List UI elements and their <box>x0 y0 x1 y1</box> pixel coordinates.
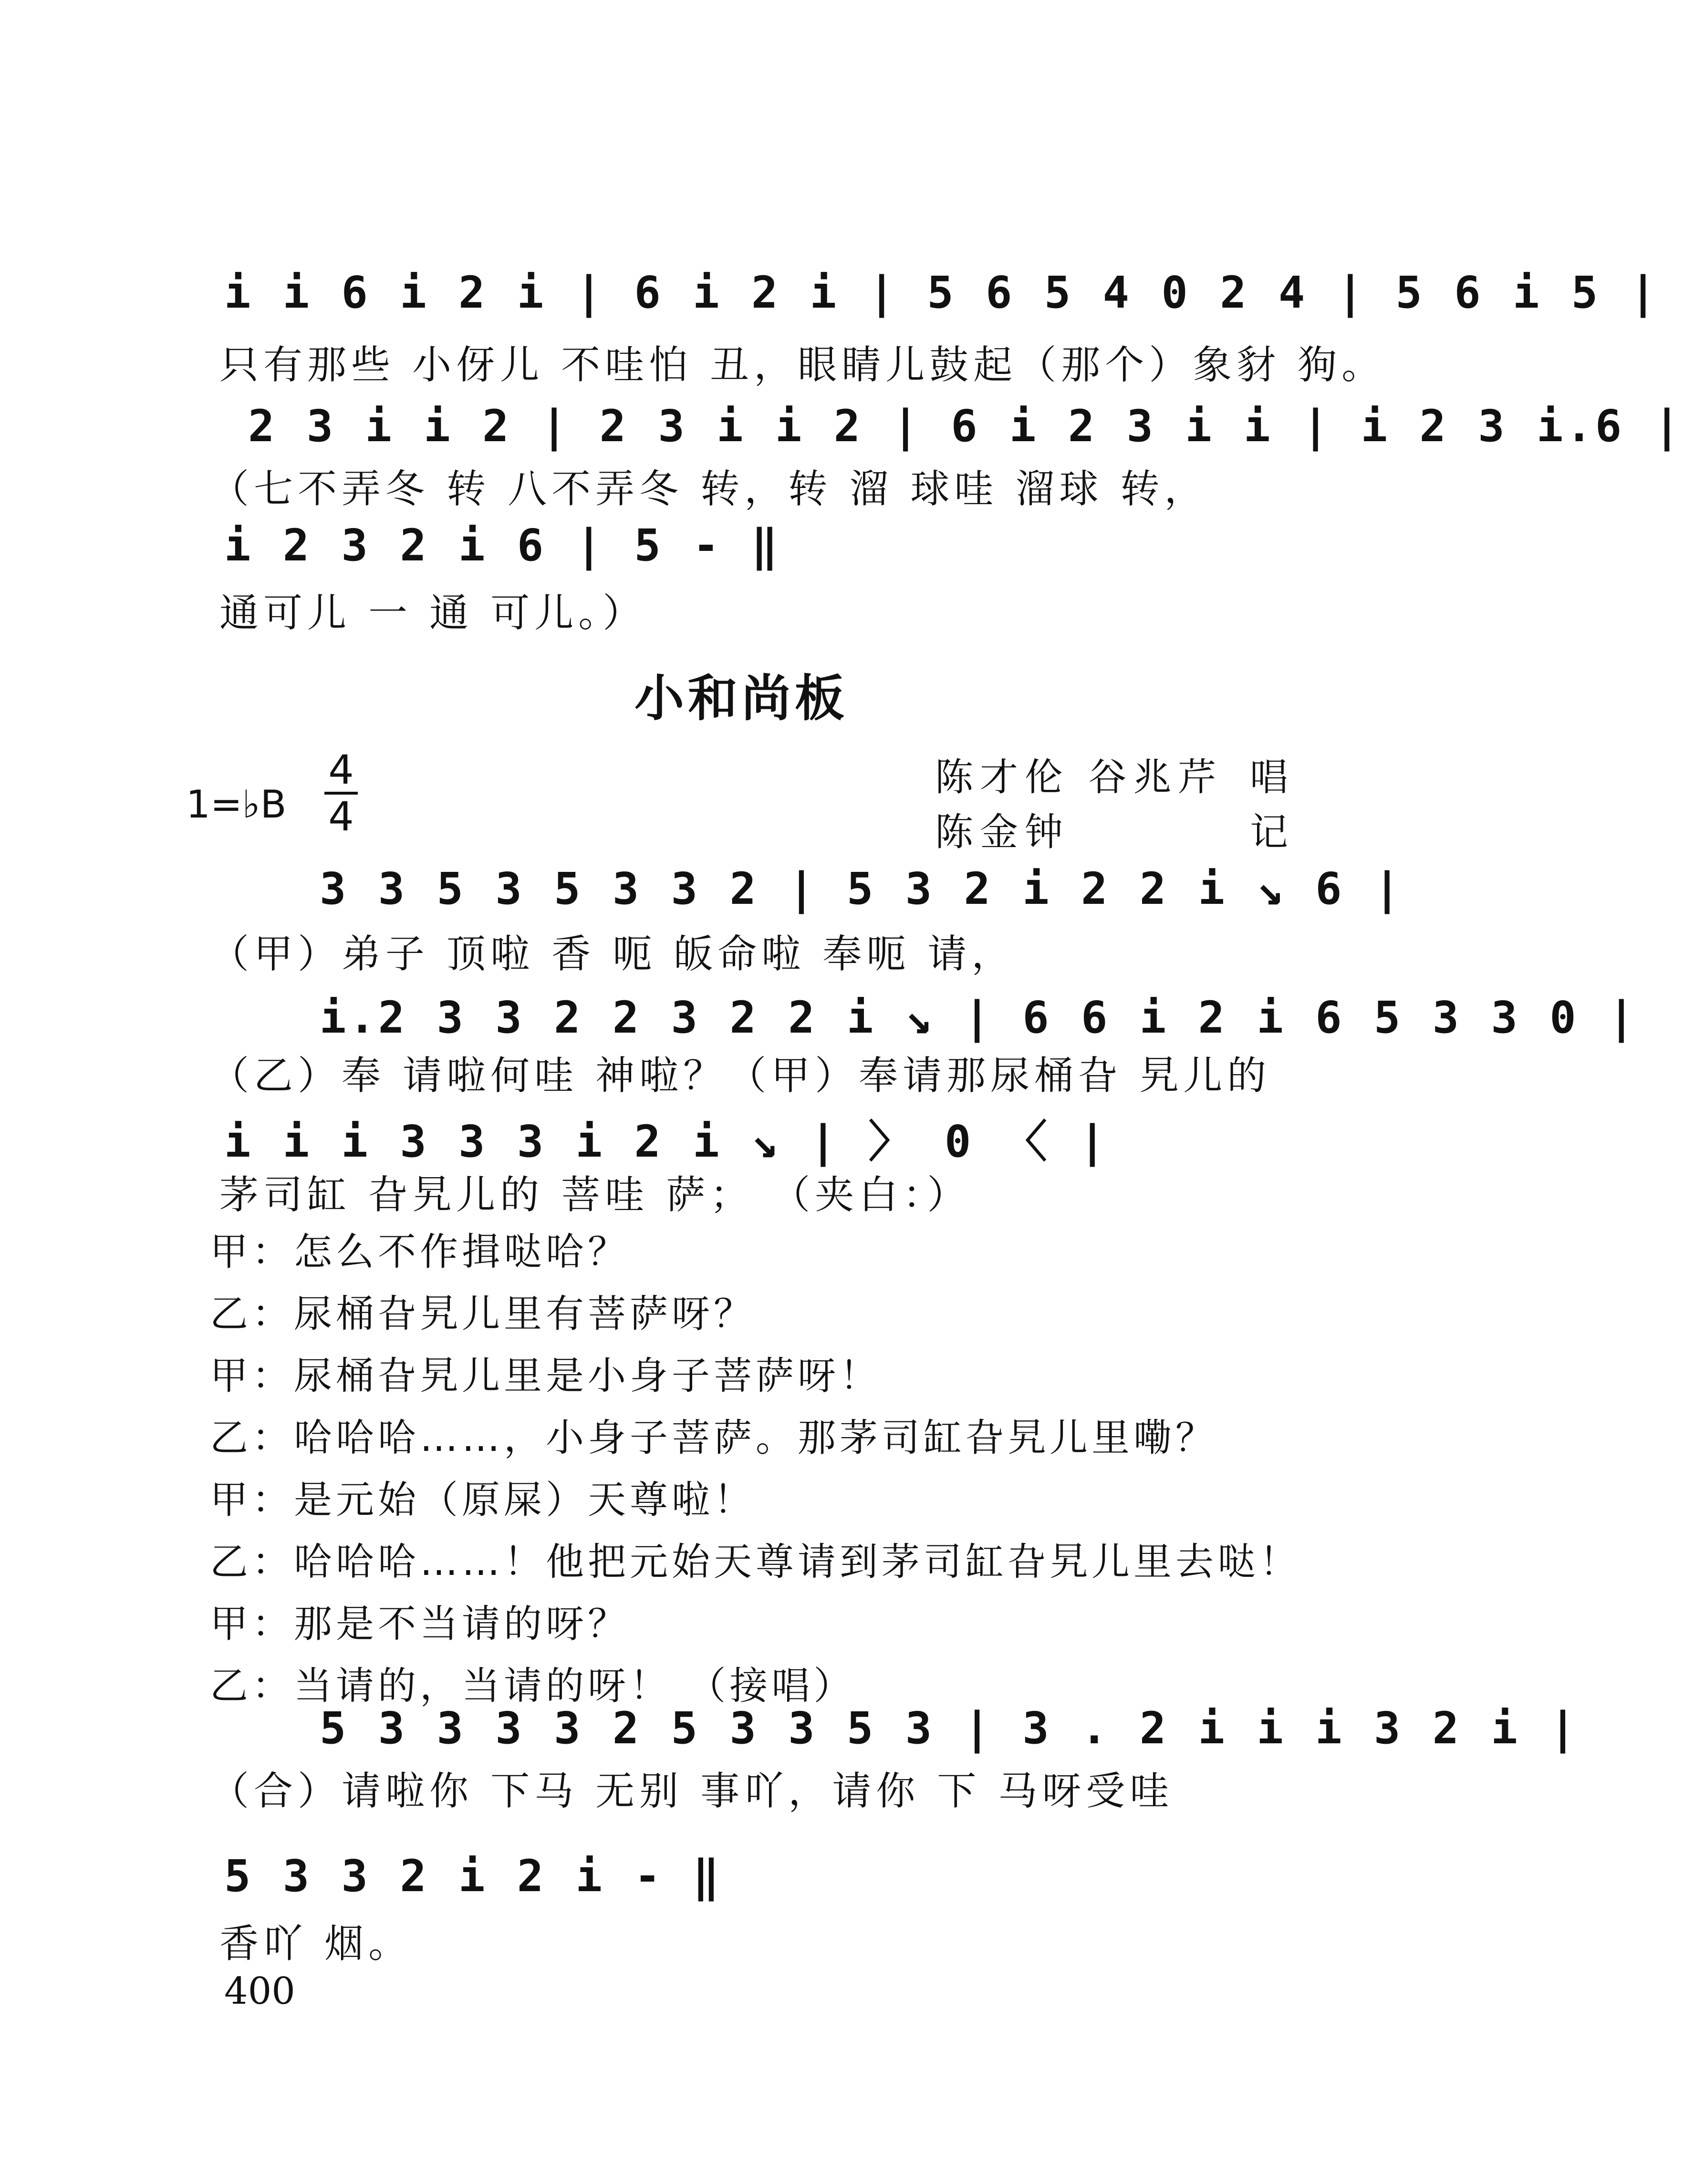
notation-row-6: i i i 3 3 3 i 2 i ↘ | 〉 0 〈 | <box>224 1116 1109 1167</box>
lyric-row-1: 只有那些 小伢儿 不哇怕 丑，眼睛儿鼓起（那个）象豺 狗。 <box>219 342 1386 388</box>
credit-transcriber: 陈金钟 <box>935 810 1070 854</box>
notation-row-2: 2 3 i i 2 | 2 3 i i 2 | 6 i 2 3 i i | i 2 3 i.6 | <box>248 401 1683 452</box>
dialogue-line-7: 甲：那是不当请的呀？ <box>210 1602 630 1646</box>
lyric-row-3: 通可儿 一 通 可儿。） <box>219 590 647 636</box>
page-number: 400 <box>224 1970 295 2013</box>
song-title: 小和尚板 <box>634 669 849 727</box>
notation-row-8: 5 3 3 2 i 2 i - ‖ <box>224 1851 722 1902</box>
dialogue-line-3: 甲：尿桶旮旯儿里是小身子菩萨呀！ <box>210 1354 882 1398</box>
notation-row-4: 3 3 5 3 5 3 3 2 | 5 3 2 i 2 2 i ↘ 6 | <box>320 863 1403 914</box>
lyric-row-4: （甲）弟子 顶啦 香 呃 皈命啦 奉呃 请， <box>210 932 1016 977</box>
notation-row-3: i 2 3 2 i 6 | 5 - ‖ <box>224 520 781 571</box>
notation-row-5: i.2 3 3 2 2 3 2 2 i ↘ | 6 6 i 2 i 6 5 3 3 0 | <box>320 992 1638 1043</box>
lyric-row-8: 香吖 烟。 <box>219 1921 413 1967</box>
notation-row-1: i i 6 i 2 i | 6 i 2 i | 5 6 5 4 0 2 4 | 5 6 i 5 | <box>224 267 1660 318</box>
dialogue-line-5: 甲：是元始（原屎）天尊啦！ <box>210 1478 756 1522</box>
lyric-row-5: （乙）奉 请啦何哇 神啦？（甲）奉请那尿桶旮 旯儿的 <box>210 1053 1271 1098</box>
key-signature: 1=♭B <box>186 782 287 827</box>
dialogue-line-4: 乙：哈哈哈……，小身子菩萨。那茅司缸旮旯儿里嘞？ <box>210 1416 1217 1460</box>
lyric-row-2: （七不弄冬 转 八不弄冬 转，转 溜 球哇 溜球 转， <box>210 466 1208 512</box>
notation-row-7: 5 3 3 3 3 2 5 3 3 5 3 | 3 . 2 i i i 3 2 i | <box>320 1703 1579 1754</box>
credit-singers-role: 唱 <box>1250 755 1295 799</box>
dialogue-line-8: 乙：当请的，当请的呀！ （接唱） <box>210 1664 856 1708</box>
dialogue-line-1: 甲：怎么不作揖哒哈？ <box>210 1230 630 1274</box>
time-signature-top: 4 <box>328 746 354 793</box>
credit-transcriber-role: 记 <box>1250 810 1295 854</box>
lyric-row-6: 茅司缸 旮旯儿的 菩哇 萨； （夹白：） <box>219 1172 971 1218</box>
credit-singers: 陈才伦 谷兆芹 <box>935 755 1223 799</box>
time-signature-bottom: 4 <box>328 793 354 840</box>
lyric-row-7: （合）请啦你 下马 无别 事吖，请你 下 马呀受哇 <box>210 1769 1174 1814</box>
time-signature <box>324 746 358 840</box>
dialogue-line-2: 乙：尿桶旮旯儿里有菩萨呀？ <box>210 1292 756 1336</box>
dialogue-line-6: 乙：哈哈哈……！他把元始天尊请到茅司缸旮旯儿里去哒！ <box>210 1540 1301 1584</box>
